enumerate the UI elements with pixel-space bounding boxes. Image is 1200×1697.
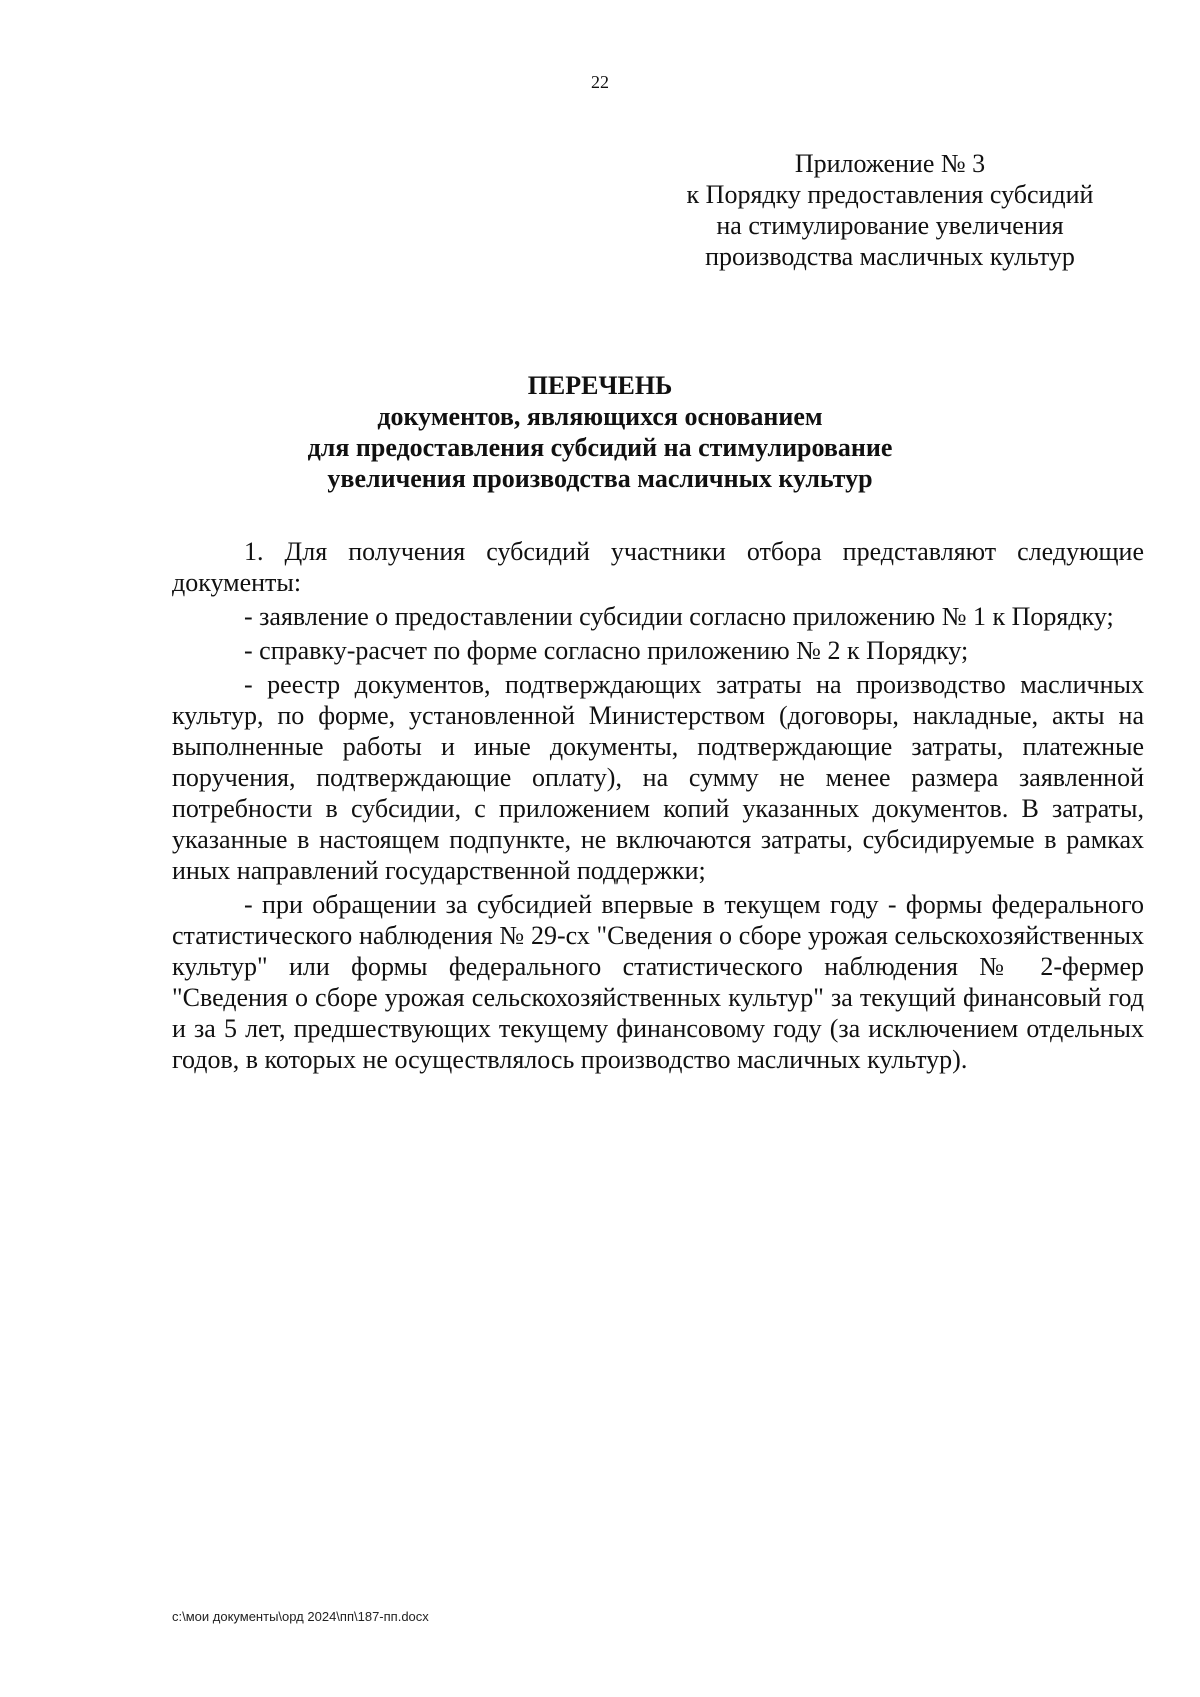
footer-file-path: c:\мои документы\орд 2024\пп\187-пп.docx	[172, 1609, 429, 1624]
body-paragraph: 1. Для получения субсидий участники отбора представляют следующие документы:	[172, 537, 1144, 597]
body-paragraph: - реестр документов, подтверждающих затраты на производство масличных культур, по форме, установленной Министерством (договоры, накладные, акты на выполненные работы и иные документы, подтверждающие затраты, платежные поручения, подтверждающие оплату), на сумму не менее размера заявленной потребности в субсидии, с приложением копий указанных документов. В затраты, указанные в настоящем подпункте, не включаются затраты, субсидируемые в рамках иных направлений государственной поддержки;	[172, 670, 1144, 885]
title-line: документов, являющихся основанием	[377, 402, 823, 431]
page-number: 22	[591, 72, 609, 92]
appendix-line: на стимулирование увеличения	[716, 211, 1064, 240]
appendix-line: производства масличных культур	[705, 242, 1075, 271]
document-title	[0, 370, 1200, 494]
body-paragraph: - заявление о предоставлении субсидии согласно приложению № 1 к Порядку;	[244, 602, 1114, 631]
title-line: для предоставления субсидий на стимулирование	[307, 433, 893, 462]
title-line: ПЕРЕЧЕНЬ	[527, 371, 673, 400]
appendix-line: к Порядку предоставления субсидий	[686, 180, 1094, 209]
body-paragraph: - справку-расчет по форме согласно приложению № 2 к Порядку;	[244, 636, 969, 665]
body-paragraph: - при обращении за субсидией впервые в текущем году - формы федерального статистического наблюдения № 29-сх "Сведения о сборе урожая сельскохозяйственных культур" или формы федерального статистического наблюдения № 2-фермер "Сведения о сборе урожая сельскохозяйственных культур" за текущий финансовый год и за 5 лет, предшествующих текущему финансовому году (за исключением отдельных годов, в которых не осуществлялось производство масличных культур).	[172, 890, 1144, 1074]
document-body	[172, 536, 1144, 1078]
title-line: увеличения производства масличных культур	[327, 464, 873, 493]
appendix-reference	[660, 148, 1120, 272]
appendix-line: Приложение № 3	[794, 149, 986, 178]
